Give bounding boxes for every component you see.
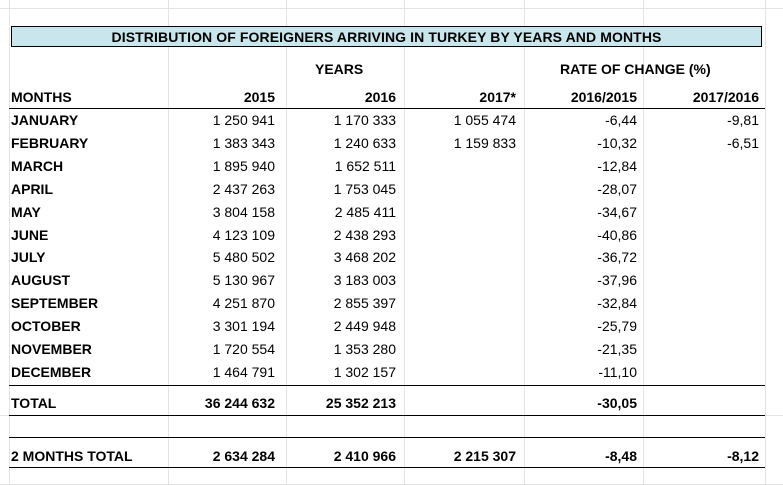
value-2016: 3 468 202	[333, 249, 396, 266]
gridline	[0, 8, 783, 9]
table-row	[0, 179, 783, 202]
value-2016: 3 183 003	[333, 272, 396, 289]
table-row	[0, 247, 783, 270]
value-2015: 1 383 343	[212, 134, 275, 151]
two-month-divider-top	[9, 437, 765, 438]
value-2016: 2 855 397	[333, 295, 396, 312]
total-divider-top	[9, 385, 765, 386]
table-row	[0, 202, 783, 225]
rate-2016-2015: -12,84	[597, 157, 637, 174]
two-month-total-rate-2017-2016: -8,12	[727, 448, 759, 464]
value-2015: 1 895 940	[212, 157, 275, 174]
rate-2016-2015: -25,79	[597, 318, 637, 335]
value-2015: 3 301 194	[212, 318, 275, 335]
col-2016-header: 2016	[364, 89, 396, 105]
rate-2017-2016: -9,81	[727, 112, 759, 128]
table-row	[0, 270, 783, 293]
two-month-total-rate-2016-2015: -8,48	[605, 448, 637, 464]
rate-of-change-header: RATE OF CHANGE (%)	[560, 61, 711, 77]
value-2015: 5 480 502	[212, 249, 275, 266]
total-2015: 36 244 632	[204, 395, 275, 411]
two-month-total-row	[0, 446, 783, 469]
table-row	[0, 362, 783, 385]
value-2016: 1 302 157	[333, 363, 396, 380]
table-title: DISTRIBUTION OF FOREIGNERS ARRIVING IN TURKEY BY YEARS AND MONTHS	[11, 26, 762, 47]
month-label: AUGUST	[11, 272, 71, 289]
total-label: TOTAL	[11, 395, 57, 411]
two-month-total-2017: 2 215 307	[453, 448, 516, 464]
value-2016: 2 438 293	[333, 226, 396, 243]
total-rate-2016-2015: -30,05	[597, 395, 637, 411]
rate-2017-2016: -6,51	[727, 134, 759, 151]
rate-2016-2015: -40,86	[597, 226, 637, 243]
month-label: JULY	[11, 249, 46, 266]
value-2015: 1 250 941	[212, 112, 275, 128]
two-month-total-2015: 2 634 284	[212, 448, 275, 464]
table-row	[0, 133, 783, 156]
month-label: NOVEMBER	[11, 341, 92, 357]
month-label: JANUARY	[11, 112, 79, 128]
rate-2016-2015: -11,10	[598, 363, 637, 380]
value-2016: 1 753 045	[333, 180, 396, 197]
two-month-total-2016: 2 410 966	[333, 448, 396, 464]
value-2016: 2 485 411	[334, 203, 396, 220]
table-row	[0, 293, 783, 316]
value-2016: 1 353 280	[333, 341, 396, 357]
table-row	[0, 110, 783, 133]
value-2015: 1 720 554	[212, 341, 275, 357]
value-2015: 4 251 870	[212, 295, 275, 312]
value-2015: 5 130 967	[212, 272, 275, 289]
table-row	[0, 156, 783, 179]
month-label: OCTOBER	[11, 318, 81, 335]
value-2017: 1 055 474	[453, 112, 516, 128]
rate-2016-2015: -21,35	[597, 341, 637, 357]
month-label: MAY	[11, 203, 41, 220]
month-label: APRIL	[11, 180, 53, 197]
rate-2016-2015: -34,67	[597, 203, 637, 220]
col-rate-2017-2016-header: 2017/2016	[692, 89, 759, 105]
value-2015: 1 464 791	[212, 363, 275, 380]
month-label: FEBRUARY	[11, 134, 89, 151]
value-2016: 2 449 948	[333, 318, 396, 335]
years-header: YEARS	[315, 61, 364, 77]
rate-2016-2015: -36,72	[597, 249, 637, 266]
table-row	[0, 339, 783, 362]
two-month-divider-bottom	[9, 467, 765, 468]
value-2017: 1 159 833	[453, 134, 516, 151]
table-row	[0, 225, 783, 248]
value-2015: 2 437 263	[212, 180, 275, 197]
total-divider-bottom	[9, 415, 765, 416]
header-divider	[9, 108, 765, 109]
col-2015-header: 2015	[243, 89, 275, 105]
rate-2016-2015: -37,96	[597, 272, 637, 289]
col-rate-2016-2015-header: 2016/2015	[570, 89, 637, 105]
two-month-total-label: 2 MONTHS TOTAL	[11, 448, 133, 464]
value-2016: 1 652 511	[334, 157, 396, 174]
rate-2016-2015: -32,84	[597, 295, 637, 312]
rate-2016-2015: -28,07	[597, 180, 637, 197]
rate-2016-2015: -10,32	[597, 134, 637, 151]
value-2016: 1 240 633	[333, 134, 396, 151]
total-2016: 25 352 213	[325, 395, 396, 411]
months-header: MONTHS	[11, 89, 72, 105]
month-label: DECEMBER	[11, 363, 92, 380]
total-row	[0, 393, 783, 416]
table-row	[0, 316, 783, 339]
month-label: SEPTEMBER	[11, 295, 99, 312]
month-label: MARCH	[11, 157, 64, 174]
value-2015: 3 804 158	[212, 203, 275, 220]
value-2015: 4 123 109	[212, 226, 275, 243]
value-2016: 1 170 333	[333, 112, 396, 128]
col-2017-header: 2017*	[479, 89, 516, 105]
rate-2016-2015: -6,44	[605, 112, 637, 128]
month-label: JUNE	[11, 226, 49, 243]
